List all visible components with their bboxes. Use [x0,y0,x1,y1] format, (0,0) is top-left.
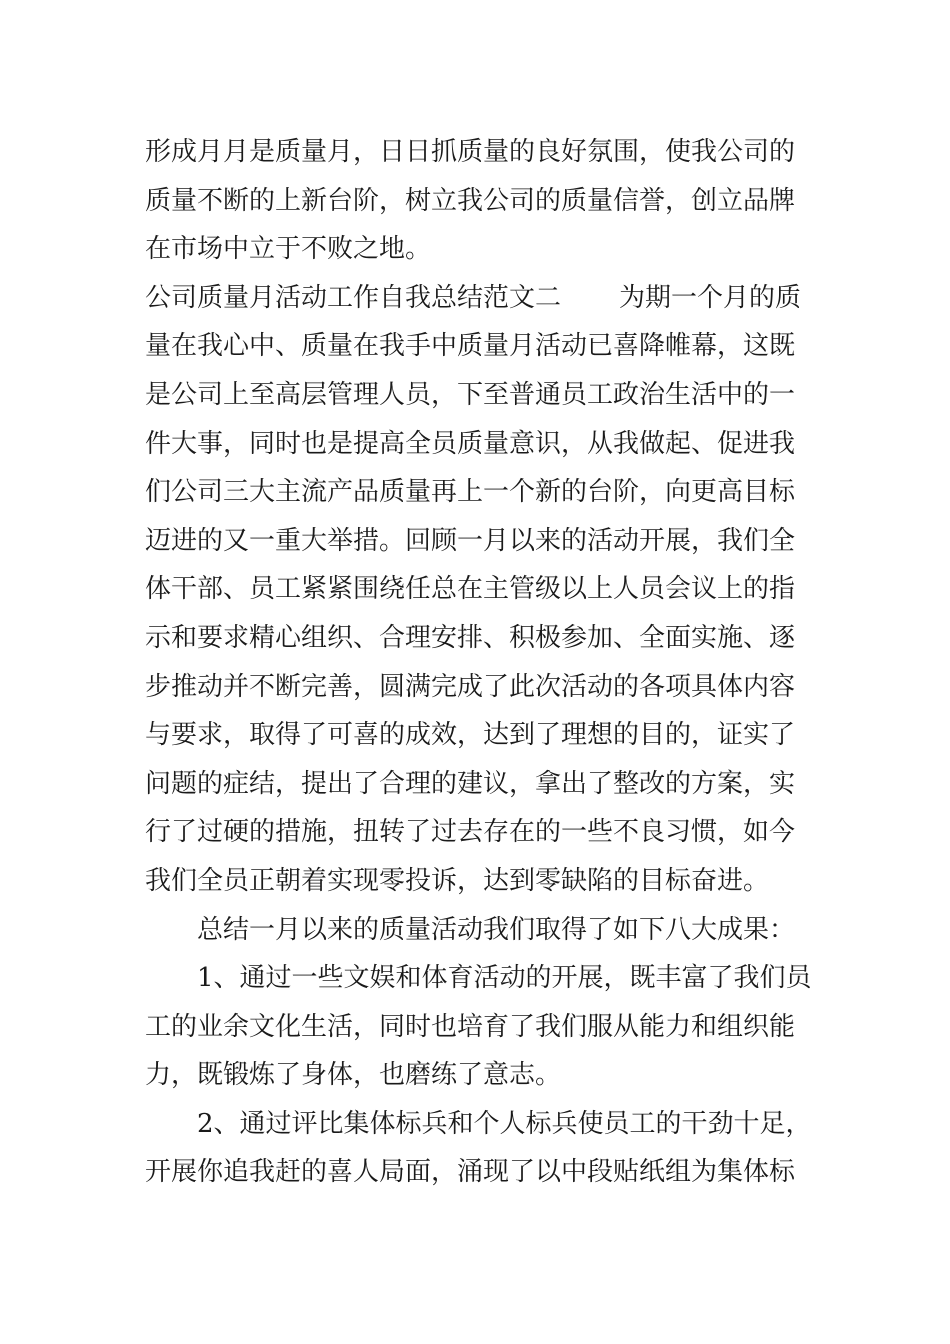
text-line-continuation: 为期一个月的质 [619,282,802,313]
text-line: 工的业余文化生活，同时也培育了我们服从能力和组织能 [145,1011,796,1042]
text-line: 与要求，取得了可喜的成效，达到了理想的目的，证实了 [145,720,796,751]
text-line: 示和要求精心组织、合理安排、积极参加、全面实施、逐 [145,622,796,653]
paragraph-first-line: 总结一月以来的质量活动我们取得了如下八大成果： [197,914,796,945]
section-title: 公司质量月活动工作自我总结范文二 [145,282,562,313]
text-line: 步推动并不断完善，圆满完成了此次活动的各项具体内容 [145,671,796,702]
text-line: 体干部、员工紧紧围绕任总在主管级以上人员会议上的指 [145,574,796,605]
text-line: 力，既锻炼了身体，也磨练了意志。 [145,1060,562,1091]
text-line: 质量不断的上新台阶，树立我公司的质量信誉，创立品牌 [145,185,796,216]
text-line: 我们全员正朝着实现零投诉，达到零缺陷的目标奋进。 [145,865,770,896]
text-line: 形成月月是质量月，日日抓质量的良好氛围，使我公司的 [145,137,796,167]
text-line: 量在我心中、质量在我手中质量月活动已喜降帷幕，这既 [145,331,796,362]
list-item-first-line: 1、通过一些文娱和体育活动的开展，既丰富了我们员 [197,963,812,994]
section-heading-line [145,274,810,323]
text-line: 迈进的又一重大举措。回顾一月以来的活动开展，我们全 [145,525,796,556]
text-line: 开展你追我赶的喜人局面，涌现了以中段贴纸组为集体标 [145,1157,796,1188]
text-line: 行了过硬的措施，扭转了过去存在的一些不良习惯，如今 [145,817,796,848]
document-body [145,128,810,1197]
list-item-first-line: 2、通过评比集体标兵和个人标兵使员工的干劲十足， [197,1108,812,1139]
text-line: 问题的症结，提出了合理的建议，拿出了整改的方案，实 [145,768,796,799]
text-line: 是公司上至高层管理人员，下至普通员工政治生活中的一 [145,379,796,410]
text-line: 件大事，同时也是提高全员质量意识，从我做起、促进我 [145,428,796,459]
text-line: 们公司三大主流产品质量再上一个新的台阶，向更高目标 [145,477,796,508]
text-line: 在市场中立于不败之地。 [145,234,432,265]
